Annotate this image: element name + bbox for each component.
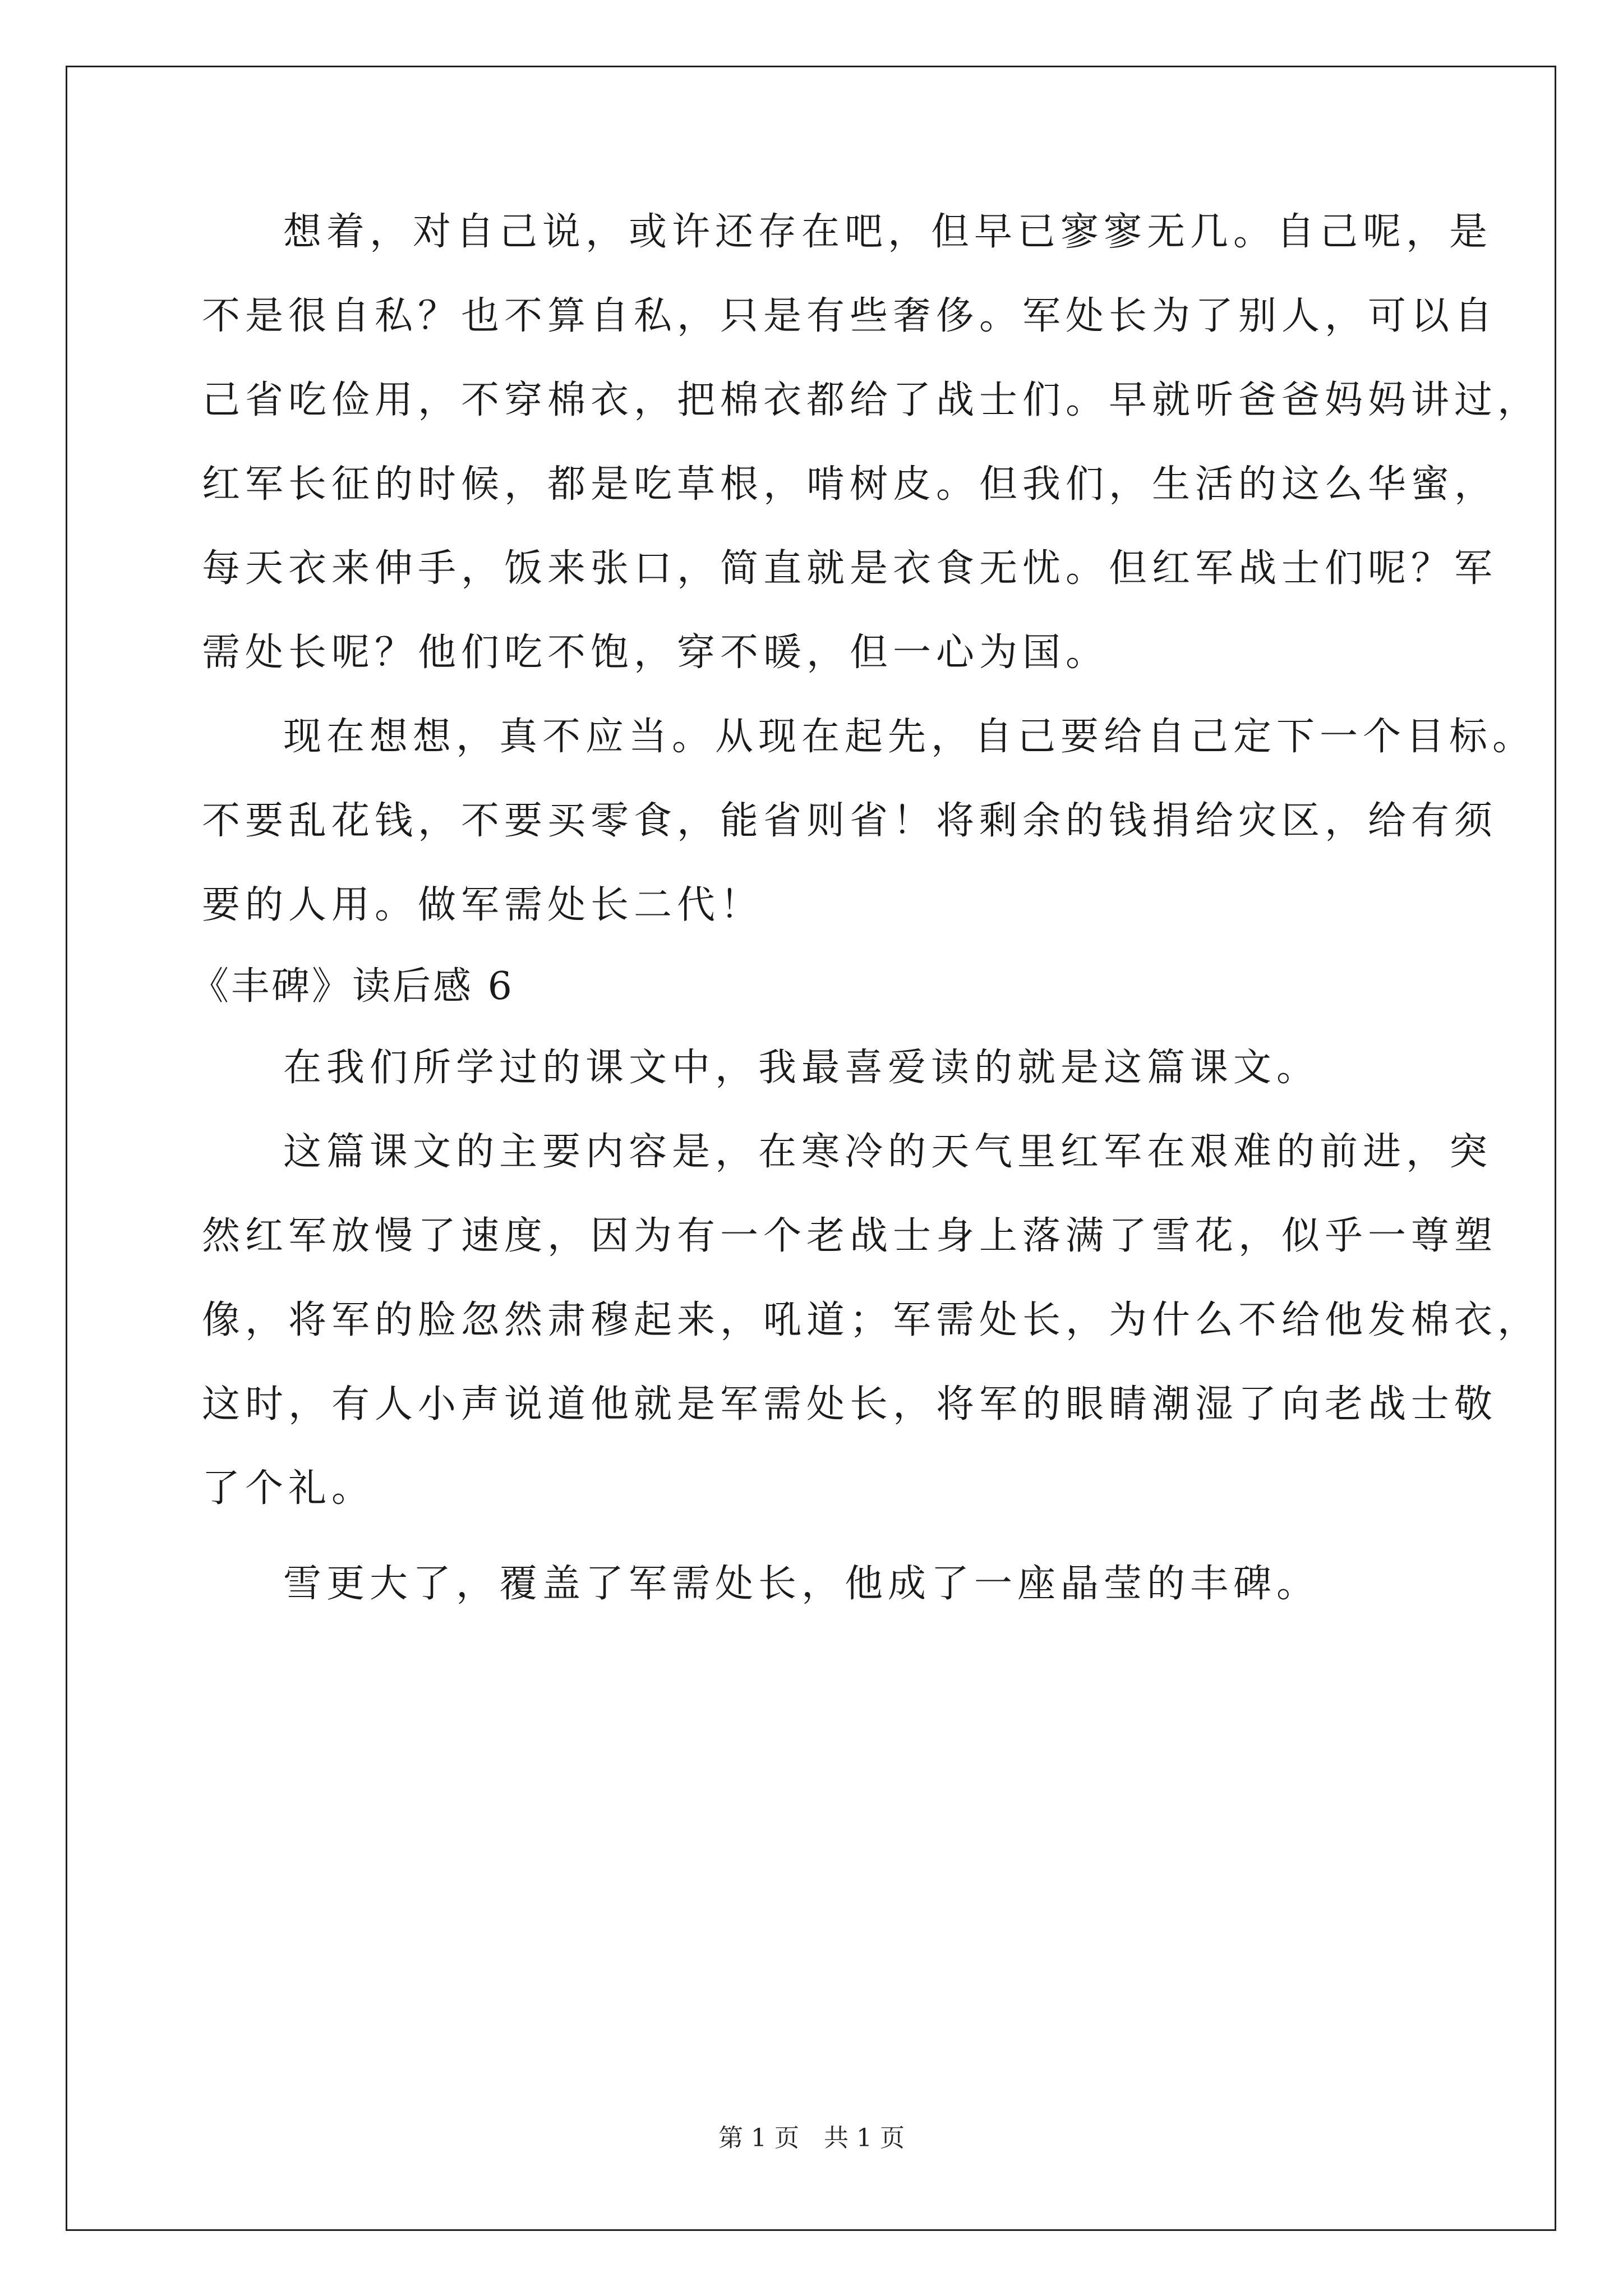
text-line: 像，将军的脸忽然肃穆起来，吼道；军需处长，为什么不给他发棉衣，	[202, 1298, 1541, 1342]
text-line: 想着，对自己说，或许还存在吧，但早已寥寥无几。自己呢，是	[283, 210, 1493, 254]
text-line: 每天衣来伸手，饭来张口，简直就是衣食无忧。但红军战士们呢？军	[202, 546, 1498, 591]
text-line: 不要乱花钱，不要买零食，能省则省！将剩余的钱捐给灾区，给有须	[202, 799, 1498, 843]
text-line: 需处长呢？他们吃不饱，穿不暖，但一心为国。	[202, 631, 1109, 675]
text-line: 要的人用。做军需处长二代！	[202, 883, 764, 927]
text-line: 在我们所学过的课文中，我最喜爱读的就是这篇课文。	[283, 1046, 1320, 1090]
text-line: 这时，有人小声说道他就是军需处长，将军的眼睛潮湿了向老战士敬	[202, 1382, 1498, 1427]
section-heading: 《丰碑》读后感 6	[191, 964, 514, 1009]
text-line: 了个礼。	[202, 1466, 375, 1511]
text-line: 这篇课文的主要内容是，在寒冷的天气里红军在艰难的前进，突	[283, 1130, 1493, 1174]
text-line: 然红军放慢了速度，因为有一个老战士身上落满了雪花，似乎一尊塑	[202, 1214, 1498, 1258]
text-line: 己省吃俭用，不穿棉衣，把棉衣都给了战士们。早就听爸爸妈妈讲过，	[202, 378, 1541, 422]
text-line: 不是很自私？也不算自私，只是有些奢侈。军处长为了别人，可以自	[202, 294, 1498, 338]
text-line: 现在想想，真不应当。从现在起先，自己要给自己定下一个目标。	[283, 715, 1536, 759]
text-line: 雪更大了，覆盖了军需处长，他成了一座晶莹的丰碑。	[283, 1562, 1320, 1606]
text-line: 红军长征的时候，都是吃草根，啃树皮。但我们，生活的这么华蜜，	[202, 462, 1498, 507]
page-number-footer: 第 1 页 共 1 页	[718, 2124, 905, 2152]
